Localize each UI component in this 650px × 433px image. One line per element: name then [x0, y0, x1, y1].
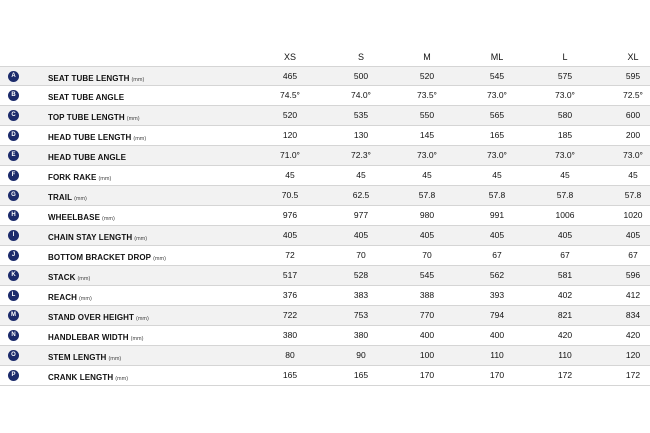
table-cell: 520	[419, 71, 435, 81]
table-cell: 580	[557, 110, 573, 120]
table-cell: 71.0°	[280, 150, 300, 160]
table-row	[0, 346, 650, 366]
table-row	[0, 366, 650, 386]
table-cell: 596	[625, 270, 641, 280]
row-letter-badge: J	[8, 250, 19, 261]
measurement-name: TOP TUBE LENGTH	[48, 113, 125, 122]
table-cell: 794	[489, 310, 505, 320]
table-cell: 130	[353, 130, 369, 140]
table-cell: 405	[489, 230, 505, 240]
row-label	[48, 86, 124, 107]
table-cell: 388	[419, 290, 435, 300]
table-cell: 72.5°	[623, 90, 643, 100]
table-cell: 550	[419, 110, 435, 120]
size-header-row	[0, 48, 650, 66]
table-cell: 90	[356, 350, 366, 360]
measurement-name: CRANK LENGTH	[48, 373, 114, 382]
table-cell: 45	[560, 170, 570, 180]
table-cell: 405	[353, 230, 369, 240]
table-cell: 517	[282, 270, 298, 280]
table-cell: 545	[489, 71, 505, 81]
table-cell: 72.3°	[351, 150, 371, 160]
table-cell: 1020	[623, 210, 643, 220]
table-cell: 73.0°	[623, 150, 643, 160]
table-cell: 565	[489, 110, 505, 120]
table-cell: 73.0°	[487, 90, 507, 100]
table-cell: 73.0°	[417, 150, 437, 160]
measurement-unit: (mm)	[102, 216, 115, 222]
measurement-name: HEAD TUBE ANGLE	[48, 153, 127, 162]
measurement-unit: (mm)	[74, 196, 87, 202]
measurement-unit: (mm)	[131, 77, 145, 83]
table-cell: 465	[282, 71, 298, 81]
table-cell: 67	[628, 250, 638, 260]
table-cell: 535	[353, 110, 369, 120]
table-cell: 380	[353, 330, 369, 340]
row-letter-badge: O	[8, 350, 19, 361]
size-header-m: M	[423, 52, 431, 62]
table-cell: 991	[489, 210, 505, 220]
table-cell: 45	[628, 170, 638, 180]
table-cell: 770	[419, 310, 435, 320]
table-cell: 1006	[555, 210, 575, 220]
measurement-name: HEAD TUBE LENGTH	[48, 133, 132, 142]
table-cell: 420	[625, 330, 641, 340]
table-row	[0, 126, 650, 146]
table-cell: 172	[557, 370, 573, 380]
row-label	[48, 146, 126, 167]
row-letter-badge: M	[8, 310, 19, 321]
measurement-name: HANDLEBAR WIDTH	[48, 333, 129, 342]
table-cell: 73.0°	[487, 150, 507, 160]
table-cell: 70	[422, 250, 432, 260]
measurement-name: WHEELBASE	[48, 213, 101, 222]
table-row	[0, 86, 650, 106]
measurement-unit: (mm)	[126, 116, 140, 122]
table-cell: 722	[282, 310, 298, 320]
table-cell: 528	[353, 270, 369, 280]
measurement-unit: (mm)	[134, 236, 148, 242]
row-letter-badge: N	[8, 330, 19, 341]
size-header-xl: XL	[627, 52, 639, 62]
measurement-name: STEM LENGTH	[48, 353, 107, 362]
measurement-unit: (mm)	[98, 176, 112, 182]
table-cell: 383	[353, 290, 369, 300]
table-cell: 67	[560, 250, 570, 260]
table-cell: 400	[419, 330, 435, 340]
table-cell: 70	[356, 250, 366, 260]
row-letter-badge: L	[8, 290, 19, 301]
table-cell: 57.8	[418, 190, 436, 200]
measurement-unit: (mm)	[115, 376, 129, 382]
table-cell: 73.0°	[555, 90, 575, 100]
table-cell: 57.8	[556, 190, 574, 200]
table-cell: 400	[489, 330, 505, 340]
row-letter-badge: A	[8, 71, 19, 82]
table-cell: 575	[557, 71, 573, 81]
table-cell: 821	[557, 310, 573, 320]
row-letter-badge: H	[8, 210, 19, 221]
row-letter-badge: P	[8, 370, 19, 381]
size-header-l: L	[562, 52, 568, 62]
measurement-unit: (mm)	[130, 336, 144, 342]
geometry-table	[0, 48, 650, 386]
table-cell: 581	[557, 270, 573, 280]
table-cell: 72	[285, 250, 295, 260]
table-row	[0, 286, 650, 306]
measurement-unit: (mm)	[153, 256, 166, 262]
table-cell: 57.8	[624, 190, 642, 200]
table-body	[0, 66, 650, 386]
table-cell: 145	[419, 130, 435, 140]
table-cell: 393	[489, 290, 505, 300]
row-letter-badge: K	[8, 270, 19, 281]
table-cell: 545	[419, 270, 435, 280]
table-cell: 45	[356, 170, 366, 180]
size-header-xs: XS	[283, 52, 296, 62]
table-cell: 376	[282, 290, 298, 300]
table-cell: 200	[625, 130, 641, 140]
measurement-unit: (mm)	[108, 356, 122, 362]
table-cell: 80	[285, 350, 295, 360]
size-header-s: S	[357, 52, 364, 62]
table-cell: 500	[353, 71, 369, 81]
table-cell: 165	[353, 370, 369, 380]
table-row	[0, 206, 650, 226]
table-cell: 834	[625, 310, 641, 320]
row-label	[48, 366, 128, 389]
table-row	[0, 326, 650, 346]
table-cell: 412	[625, 290, 641, 300]
table-cell: 595	[625, 71, 641, 81]
table-cell: 170	[489, 370, 505, 380]
row-letter-badge: C	[8, 110, 19, 121]
table-cell: 110	[490, 350, 504, 360]
row-letter-badge: F	[8, 170, 19, 181]
measurement-name: REACH	[48, 293, 77, 302]
table-row	[0, 306, 650, 326]
table-cell: 170	[419, 370, 435, 380]
table-cell: 600	[625, 110, 641, 120]
table-cell: 165	[282, 370, 298, 380]
table-cell: 402	[557, 290, 573, 300]
table-cell: 562	[489, 270, 505, 280]
measurement-name: FORK RAKE	[48, 173, 97, 182]
measurement-unit: (mm)	[136, 316, 149, 322]
measurement-name: CHAIN STAY LENGTH	[48, 233, 133, 242]
table-cell: 753	[353, 310, 369, 320]
table-cell: 70.5	[281, 190, 299, 200]
table-cell: 165	[489, 130, 505, 140]
row-letter-badge: B	[8, 90, 19, 101]
table-row	[0, 146, 650, 166]
table-cell: 420	[557, 330, 573, 340]
table-cell: 45	[422, 170, 432, 180]
table-row	[0, 186, 650, 206]
measurement-name: SEAT TUBE ANGLE	[48, 93, 125, 102]
size-header-ml: ML	[490, 52, 504, 62]
table-cell: 405	[557, 230, 573, 240]
table-cell: 73.0°	[555, 150, 575, 160]
table-cell: 73.5°	[417, 90, 437, 100]
table-row	[0, 66, 650, 86]
row-letter-badge: D	[8, 130, 19, 141]
table-cell: 67	[492, 250, 502, 260]
measurement-unit: (mm)	[133, 136, 147, 142]
table-cell: 45	[285, 170, 295, 180]
row-letter-badge: E	[8, 150, 19, 161]
table-row	[0, 226, 650, 246]
table-row	[0, 106, 650, 126]
table-row	[0, 246, 650, 266]
measurement-unit: (mm)	[77, 276, 91, 282]
table-row	[0, 266, 650, 286]
measurement-unit: (mm)	[78, 296, 92, 302]
table-cell: 74.0°	[351, 90, 371, 100]
measurement-name: BOTTOM BRACKET DROP	[48, 253, 152, 262]
table-cell: 74.5°	[280, 90, 300, 100]
table-cell: 980	[419, 210, 435, 220]
table-cell: 172	[625, 370, 641, 380]
table-cell: 57.8	[488, 190, 506, 200]
table-cell: 185	[557, 130, 573, 140]
table-cell: 976	[282, 210, 298, 220]
measurement-name: STACK	[48, 273, 76, 282]
measurement-name: TRAIL	[48, 193, 73, 202]
measurement-name: SEAT TUBE LENGTH	[48, 74, 130, 83]
table-cell: 45	[492, 170, 502, 180]
table-cell: 520	[282, 110, 298, 120]
table-row	[0, 166, 650, 186]
table-cell: 405	[419, 230, 435, 240]
measurement-name: STAND OVER HEIGHT	[48, 313, 135, 322]
row-letter-badge: G	[8, 190, 19, 201]
table-cell: 120	[625, 350, 641, 360]
row-letter-badge: I	[8, 230, 19, 241]
table-cell: 110	[558, 350, 572, 360]
table-cell: 120	[282, 130, 298, 140]
table-cell: 405	[625, 230, 641, 240]
table-cell: 977	[353, 210, 369, 220]
table-cell: 62.5	[352, 190, 370, 200]
table-cell: 380	[282, 330, 298, 340]
table-cell: 405	[282, 230, 298, 240]
table-cell: 100	[419, 350, 435, 360]
